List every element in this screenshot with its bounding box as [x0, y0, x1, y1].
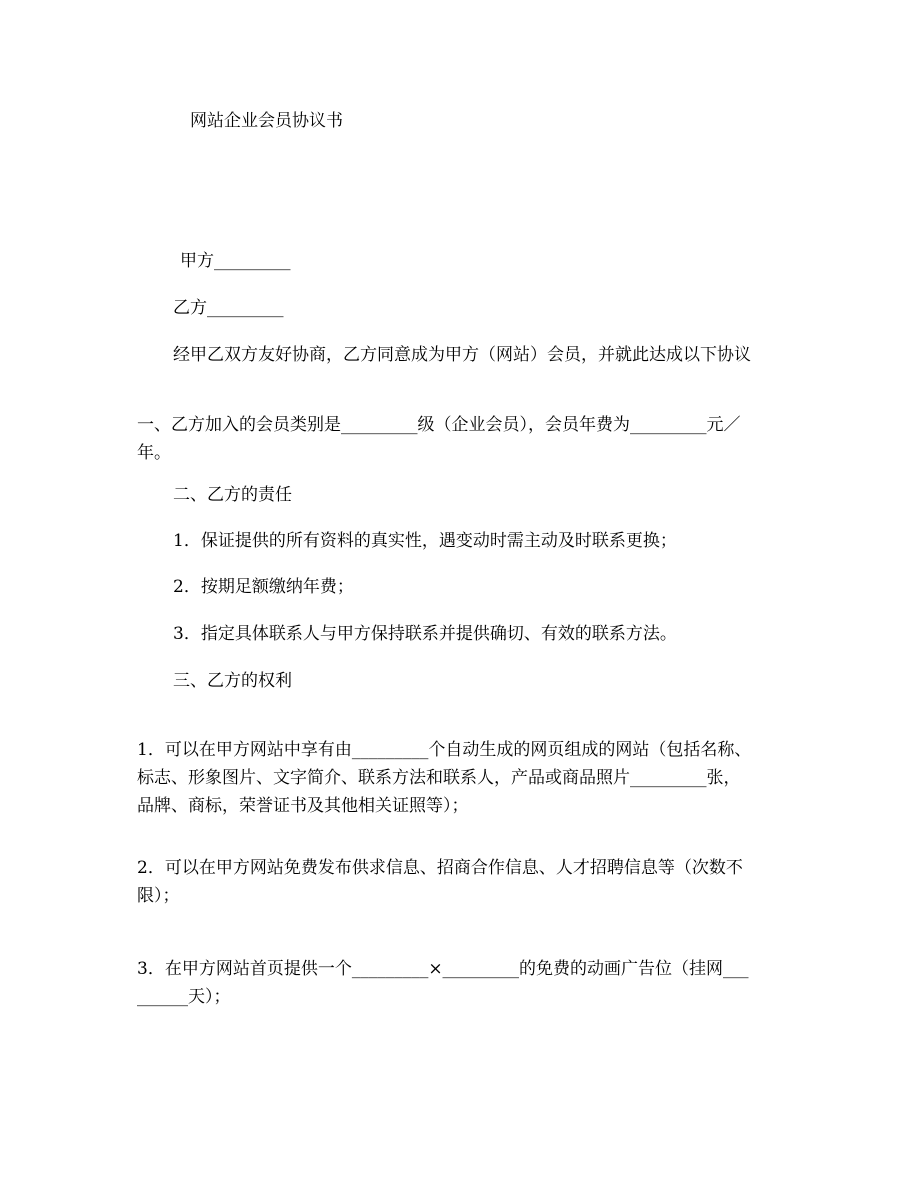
section-3-heading: 三、乙方的权利 — [173, 671, 292, 691]
section-3-item-2-line-2: 限）； — [137, 886, 180, 906]
clause-1-line-1: 一、乙方加入的会员类别是_________级（企业会员），会员年费为_________元／ — [137, 415, 741, 435]
section-3-item-3 — [137, 955, 749, 1011]
section-2-item-1: 1．保证提供的所有资料的真实性，遇变动时需主动及时联系更换； — [173, 531, 677, 551]
section-3-item-2-line-1: 2．可以在甲方网站免费发布供求信息、招商合作信息、人才招聘信息等（次数不 — [137, 858, 743, 878]
section-3-item-1 — [137, 736, 751, 820]
section-3-item-1-line-3: 品牌、商标，荣誉证书及其他相关证照等）； — [137, 796, 469, 816]
intro-paragraph: 经甲乙双方友好协商，乙方同意成为甲方（网站）会员，并就此达成以下协议 — [173, 345, 751, 365]
section-3-item-3-line-2: ______天）； — [137, 987, 231, 1007]
section-2-item-3: 3．指定具体联系人与甲方保持联系并提供确切、有效的联系方法。 — [173, 624, 677, 644]
section-2-heading: 二、乙方的责任 — [173, 485, 292, 505]
party-b-line: 乙方_________ — [173, 298, 284, 318]
clause-1-line-2: 年。 — [137, 443, 171, 463]
section-3-item-1-line-2: 标志、形象图片、文字简介、联系方法和联系人，产品或商品照片_________张， — [137, 768, 741, 788]
section-2-item-2: 2．按期足额缴纳年费； — [173, 577, 354, 597]
clause-1 — [137, 411, 741, 467]
party-a-line: 甲方_________ — [180, 251, 291, 271]
document-title: 网站企业会员协议书 — [190, 111, 343, 131]
section-3-item-3-line-1: 3．在甲方网站首页提供一个_________×_________的免费的动画广告位（挂网___ — [137, 959, 749, 979]
section-3-item-2 — [137, 854, 743, 910]
section-3-item-1-line-1: 1．可以在甲方网站中享有由_________个自动生成的网页组成的网站（包括名称、 — [137, 740, 752, 760]
